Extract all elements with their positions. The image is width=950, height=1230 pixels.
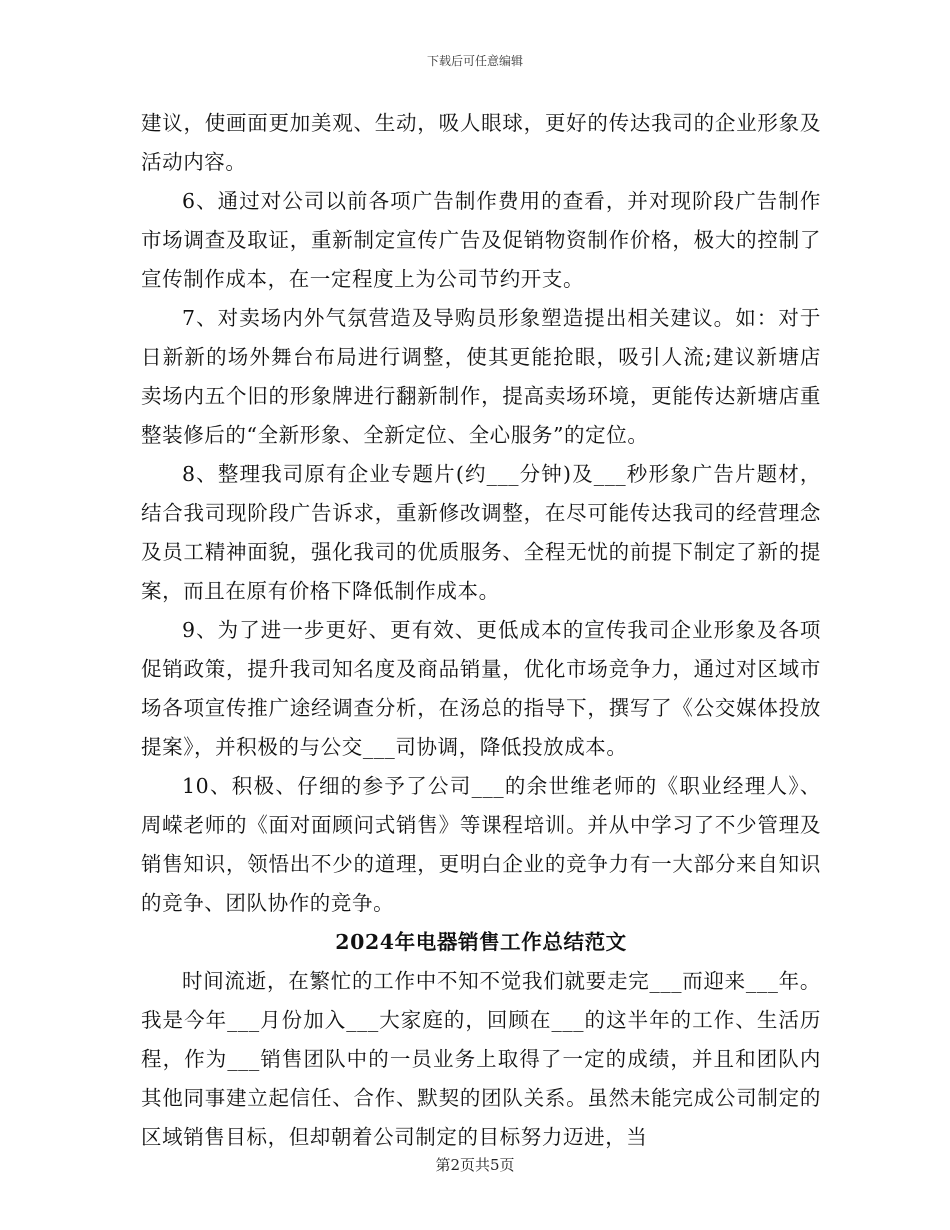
page-number: 第2页共5页	[435, 1156, 515, 1174]
page-header-note: 下载后可任意编辑	[426, 54, 523, 68]
paragraph-item-10: 10、积极、仔细的参予了公司___的余世维老师的《职业经理人》、周嵘老师的《面对面顾问式销售》等课程培训。并从中学习了不少管理及销售知识，领悟出不少的道理，更明白企业的竞争力有一大部分来自知识的竞争、团队协作的竞争。	[141, 774, 821, 915]
section-title: 2024年电器销售工作总结范文	[335, 930, 627, 954]
paragraph-item-8: 8、整理我司原有企业专题片(约___分钟)及___秒形象广告片题材，结合我司现阶段广告诉求，重新修改调整，在尽可能传达我司的经营理念及员工精神面貌，强化我司的优质服务、全程无忧的前提下制定了新的提案，而且在原有价格下降低制作成本。	[141, 462, 821, 603]
paragraph-item-9: 9、为了进一步更好、更有效、更低成本的宣传我司企业形象及各项促销政策，提升我司知名度及商品销量，优化市场竞争力，通过对区域市场各项宣传推广途经调查分析，在汤总的指导下，撰写了《公交媒体投放提案》，并积极的与公交___司协调，降低投放成本。	[141, 618, 821, 759]
paragraph-continued: 建议，使画面更加美观、生动，吸人眼球，更好的传达我司的企业形象及活动内容。	[141, 111, 821, 174]
paragraph-item-6: 6、通过对公司以前各项广告制作费用的查看，并对现阶段广告制作市场调查及取证，重新制定宣传广告及促销物资制作价格，极大的控制了宣传制作成本，在一定程度上为公司节约开支。	[141, 189, 821, 291]
section-paragraph: 时间流逝，在繁忙的工作中不知不觉我们就要走完___而迎来___年。我是今年___月份加入___大家庭的，回顾在___的这半年的工作、生活历程，作为___销售团队中的一员业务上取得了一定的成绩，并且和团队内其他同事建立起信任、合作、默契的团队关系。虽然未能完成公司制定的区域销售目标，但却朝着公司制定的目标努力迈进，当	[141, 969, 821, 1149]
paragraph-item-7: 7、对卖场内外气氛营造及导购员形象塑造提出相关建议。如：对于日新新的场外舞台布局进行调整，使其更能抢眼，吸引人流;建议新塘店卖场内五个旧的形象牌进行翻新制作，提高卖场环境，更能传达新塘店重整装修后的“全新形象、全新定位、全心服务”的定位。	[141, 306, 821, 447]
document-body	[141, 104, 821, 1157]
